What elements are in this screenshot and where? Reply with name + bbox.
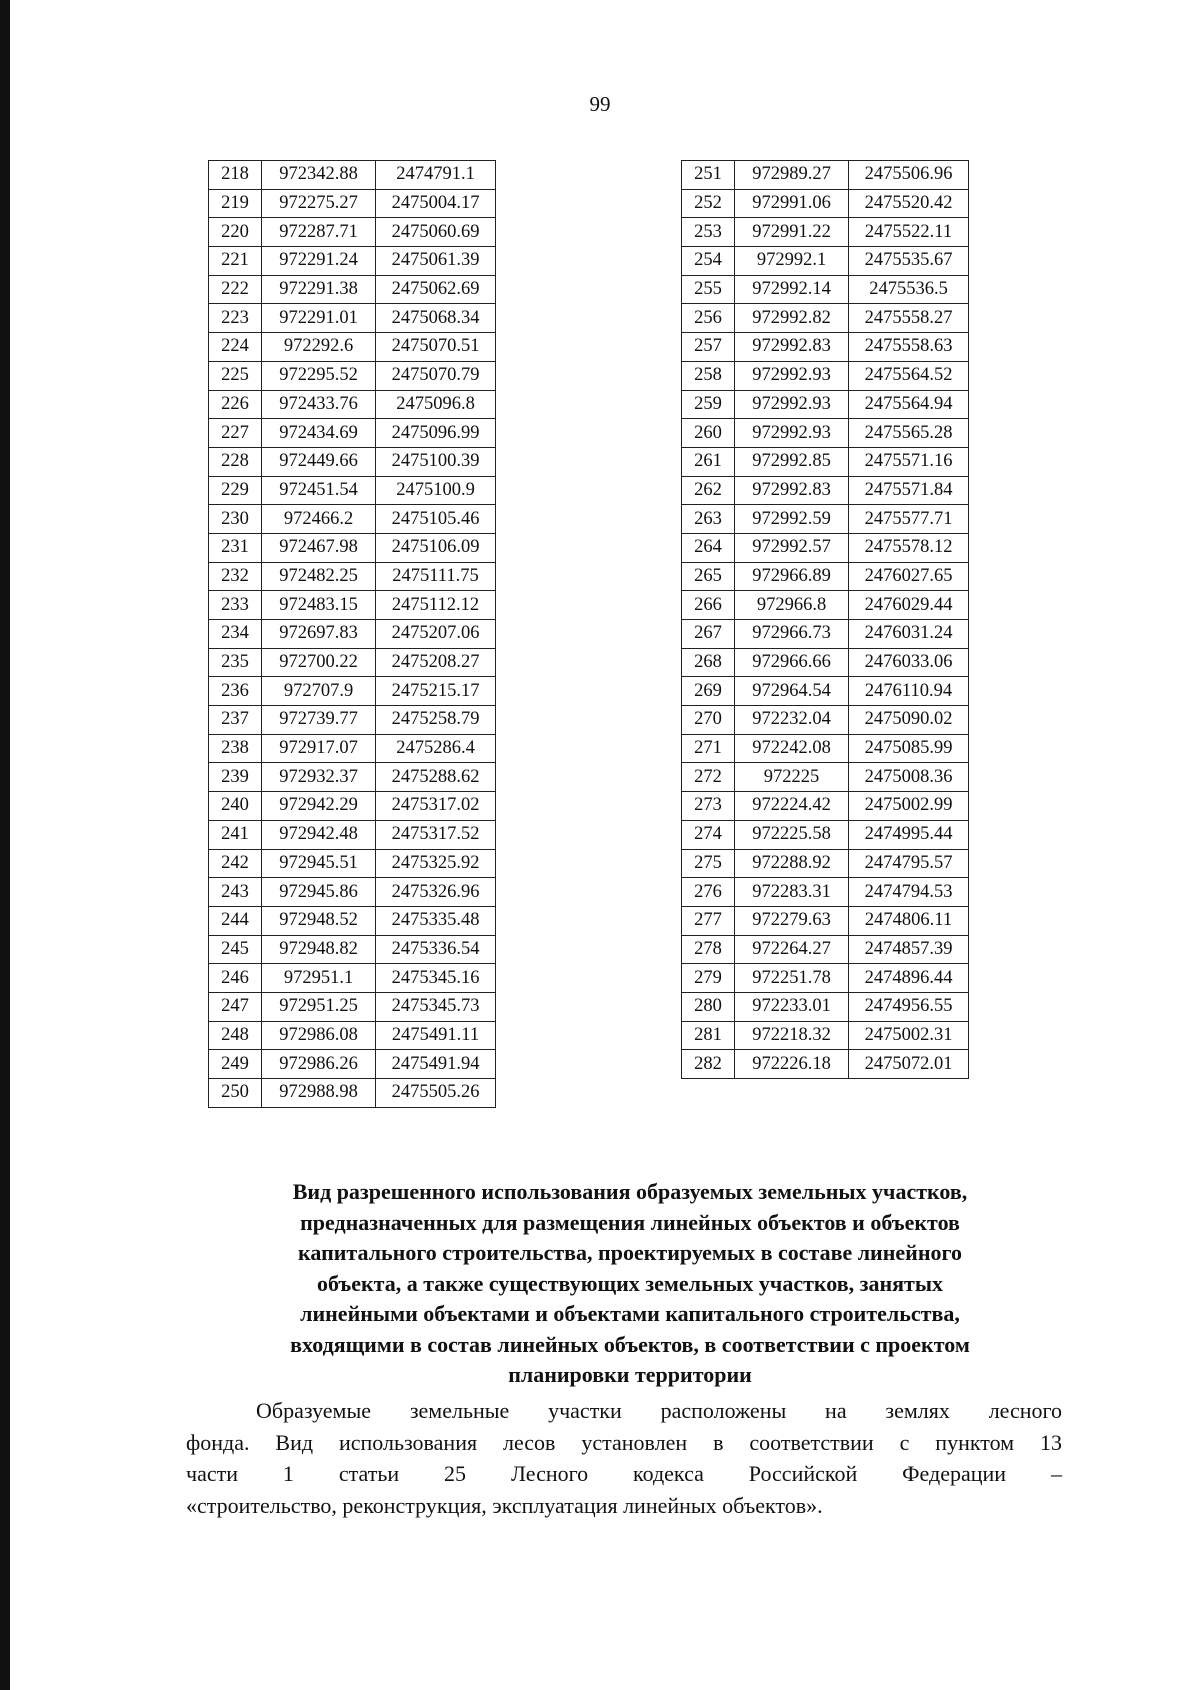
coordinates-table-right	[681, 160, 969, 1079]
table-row	[682, 878, 969, 907]
table-row	[682, 275, 969, 304]
y-coordinate-cell: 2475564.52	[849, 361, 969, 390]
x-coordinate-cell: 972966.89	[735, 562, 849, 591]
x-coordinate-cell: 972992.93	[735, 361, 849, 390]
x-coordinate-cell: 972992.83	[735, 333, 849, 362]
table-row	[209, 189, 496, 218]
table-row	[209, 562, 496, 591]
point-number-cell: 232	[209, 562, 262, 591]
y-coordinate-cell: 2474956.55	[849, 992, 969, 1021]
y-coordinate-cell: 2475111.75	[376, 562, 496, 591]
point-number-cell: 263	[682, 505, 735, 534]
x-coordinate-cell: 972291.01	[262, 304, 376, 333]
table-row	[209, 1021, 496, 1050]
table-row	[209, 935, 496, 964]
x-coordinate-cell: 972279.63	[735, 906, 849, 935]
y-coordinate-cell: 2475578.12	[849, 533, 969, 562]
point-number-cell: 229	[209, 476, 262, 505]
paragraph-line: «строительство, реконструкция, эксплуатация линейных объектов».	[186, 1492, 823, 1518]
y-coordinate-cell: 2475336.54	[376, 935, 496, 964]
point-number-cell: 250	[209, 1079, 262, 1108]
point-number-cell: 265	[682, 562, 735, 591]
point-number-cell: 231	[209, 533, 262, 562]
y-coordinate-cell: 2475535.67	[849, 247, 969, 276]
point-number-cell: 220	[209, 218, 262, 247]
x-coordinate-cell: 972251.78	[735, 964, 849, 993]
point-number-cell: 228	[209, 447, 262, 476]
x-coordinate-cell: 972989.27	[735, 161, 849, 190]
point-number-cell: 242	[209, 849, 262, 878]
y-coordinate-cell: 2476027.65	[849, 562, 969, 591]
y-coordinate-cell: 2475258.79	[376, 706, 496, 735]
point-number-cell: 257	[682, 333, 735, 362]
table-row	[209, 620, 496, 649]
x-coordinate-cell: 972225	[735, 763, 849, 792]
table-row	[209, 964, 496, 993]
table-row	[209, 275, 496, 304]
point-number-cell: 267	[682, 620, 735, 649]
point-number-cell: 227	[209, 419, 262, 448]
x-coordinate-cell: 972966.8	[735, 591, 849, 620]
point-number-cell: 243	[209, 878, 262, 907]
x-coordinate-cell: 972917.07	[262, 734, 376, 763]
table-row	[682, 505, 969, 534]
y-coordinate-cell: 2474791.1	[376, 161, 496, 190]
paragraph-line: части 1 статьи 25 Лесного кодекса Российской Федерации –	[186, 1461, 1062, 1486]
x-coordinate-cell: 972697.83	[262, 620, 376, 649]
x-coordinate-cell: 972988.98	[262, 1079, 376, 1108]
table-row	[209, 419, 496, 448]
x-coordinate-cell: 972966.73	[735, 620, 849, 649]
point-number-cell: 258	[682, 361, 735, 390]
table-row	[682, 247, 969, 276]
y-coordinate-cell: 2476029.44	[849, 591, 969, 620]
table-row	[682, 677, 969, 706]
x-coordinate-cell: 972966.66	[735, 648, 849, 677]
y-coordinate-cell: 2474795.57	[849, 849, 969, 878]
y-coordinate-cell: 2475060.69	[376, 218, 496, 247]
x-coordinate-cell: 972449.66	[262, 447, 376, 476]
y-coordinate-cell: 2475002.99	[849, 792, 969, 821]
table-row	[682, 333, 969, 362]
point-number-cell: 233	[209, 591, 262, 620]
body-paragraph	[186, 1395, 1062, 1521]
y-coordinate-cell: 2476110.94	[849, 677, 969, 706]
x-coordinate-cell: 972451.54	[262, 476, 376, 505]
table-row	[682, 1050, 969, 1079]
table-row	[209, 505, 496, 534]
x-coordinate-cell: 972342.88	[262, 161, 376, 190]
y-coordinate-cell: 2475325.92	[376, 849, 496, 878]
point-number-cell: 235	[209, 648, 262, 677]
table-row	[209, 390, 496, 419]
point-number-cell: 255	[682, 275, 735, 304]
x-coordinate-cell: 972945.86	[262, 878, 376, 907]
y-coordinate-cell: 2475004.17	[376, 189, 496, 218]
point-number-cell: 282	[682, 1050, 735, 1079]
point-number-cell: 241	[209, 820, 262, 849]
table-row	[209, 1050, 496, 1079]
y-coordinate-cell: 2475577.71	[849, 505, 969, 534]
table-row	[682, 1021, 969, 1050]
table-row	[682, 620, 969, 649]
table-row	[682, 849, 969, 878]
point-number-cell: 253	[682, 218, 735, 247]
point-number-cell: 238	[209, 734, 262, 763]
x-coordinate-cell: 972932.37	[262, 763, 376, 792]
table-row	[209, 1079, 496, 1108]
y-coordinate-cell: 2475085.99	[849, 734, 969, 763]
y-coordinate-cell: 2475345.73	[376, 992, 496, 1021]
x-coordinate-cell: 972992.1	[735, 247, 849, 276]
point-number-cell: 281	[682, 1021, 735, 1050]
point-number-cell: 218	[209, 161, 262, 190]
x-coordinate-cell: 972291.24	[262, 247, 376, 276]
y-coordinate-cell: 2475068.34	[376, 304, 496, 333]
y-coordinate-cell: 2476033.06	[849, 648, 969, 677]
point-number-cell: 278	[682, 935, 735, 964]
point-number-cell: 219	[209, 189, 262, 218]
point-number-cell: 274	[682, 820, 735, 849]
x-coordinate-cell: 972233.01	[735, 992, 849, 1021]
table-row	[209, 333, 496, 362]
x-coordinate-cell: 972986.08	[262, 1021, 376, 1050]
paragraph-line: Образуемые земельные участки расположены на землях лесного	[256, 1398, 1062, 1423]
x-coordinate-cell: 972942.29	[262, 792, 376, 821]
x-coordinate-cell: 972225.58	[735, 820, 849, 849]
table-row	[682, 161, 969, 190]
heading-line: планировки территории	[508, 1362, 752, 1387]
x-coordinate-cell: 972264.27	[735, 935, 849, 964]
table-row	[682, 533, 969, 562]
table-row	[209, 763, 496, 792]
y-coordinate-cell: 2474806.11	[849, 906, 969, 935]
y-coordinate-cell: 2475558.63	[849, 333, 969, 362]
table-row	[209, 792, 496, 821]
x-coordinate-cell: 972992.93	[735, 419, 849, 448]
heading-line: капитального строительства, проектируемых в составе линейного	[298, 1240, 962, 1265]
table-row	[209, 591, 496, 620]
y-coordinate-cell: 2475520.42	[849, 189, 969, 218]
y-coordinate-cell: 2475505.26	[376, 1079, 496, 1108]
table-row	[682, 218, 969, 247]
table-row	[682, 820, 969, 849]
y-coordinate-cell: 2475072.01	[849, 1050, 969, 1079]
x-coordinate-cell: 972964.54	[735, 677, 849, 706]
x-coordinate-cell: 972700.22	[262, 648, 376, 677]
point-number-cell: 225	[209, 361, 262, 390]
point-number-cell: 221	[209, 247, 262, 276]
table-row	[209, 161, 496, 190]
table-row	[209, 906, 496, 935]
y-coordinate-cell: 2475100.9	[376, 476, 496, 505]
point-number-cell: 222	[209, 275, 262, 304]
y-coordinate-cell: 2475565.28	[849, 419, 969, 448]
table-row	[682, 792, 969, 821]
x-coordinate-cell: 972482.25	[262, 562, 376, 591]
table-row	[682, 648, 969, 677]
table-row	[682, 992, 969, 1021]
y-coordinate-cell: 2475345.16	[376, 964, 496, 993]
heading-line: предназначенных для размещения линейных объектов и объектов	[300, 1209, 960, 1235]
x-coordinate-cell: 972288.92	[735, 849, 849, 878]
x-coordinate-cell: 972434.69	[262, 419, 376, 448]
point-number-cell: 266	[682, 591, 735, 620]
table-row	[682, 734, 969, 763]
point-number-cell: 269	[682, 677, 735, 706]
x-coordinate-cell: 972291.38	[262, 275, 376, 304]
x-coordinate-cell: 972948.52	[262, 906, 376, 935]
table-row	[209, 706, 496, 735]
table-row	[682, 189, 969, 218]
table-row	[209, 734, 496, 763]
y-coordinate-cell: 2475008.36	[849, 763, 969, 792]
table-row	[682, 390, 969, 419]
point-number-cell: 260	[682, 419, 735, 448]
x-coordinate-cell: 972283.31	[735, 878, 849, 907]
y-coordinate-cell: 2475096.8	[376, 390, 496, 419]
x-coordinate-cell: 972292.6	[262, 333, 376, 362]
y-coordinate-cell: 2475070.79	[376, 361, 496, 390]
point-number-cell: 246	[209, 964, 262, 993]
y-coordinate-cell: 2475326.96	[376, 878, 496, 907]
point-number-cell: 226	[209, 390, 262, 419]
heading-line: входящими в состав линейных объектов, в соответствии с проектом	[290, 1331, 970, 1357]
x-coordinate-cell: 972986.26	[262, 1050, 376, 1079]
table-row	[682, 906, 969, 935]
y-coordinate-cell: 2475090.02	[849, 706, 969, 735]
x-coordinate-cell: 972226.18	[735, 1050, 849, 1079]
x-coordinate-cell: 972992.83	[735, 476, 849, 505]
heading-line: Вид разрешенного использования образуемых земельных участков,	[292, 1179, 968, 1204]
section-heading	[190, 1177, 1070, 1391]
x-coordinate-cell: 972942.48	[262, 820, 376, 849]
x-coordinate-cell: 972218.32	[735, 1021, 849, 1050]
x-coordinate-cell: 972991.06	[735, 189, 849, 218]
table-row	[682, 935, 969, 964]
x-coordinate-cell: 972467.98	[262, 533, 376, 562]
table-row	[209, 476, 496, 505]
table-row	[209, 447, 496, 476]
y-coordinate-cell: 2474995.44	[849, 820, 969, 849]
x-coordinate-cell: 972945.51	[262, 849, 376, 878]
x-coordinate-cell: 972992.57	[735, 533, 849, 562]
x-coordinate-cell: 972992.85	[735, 447, 849, 476]
point-number-cell: 275	[682, 849, 735, 878]
x-coordinate-cell: 972275.27	[262, 189, 376, 218]
x-coordinate-cell: 972992.59	[735, 505, 849, 534]
table-row	[682, 447, 969, 476]
y-coordinate-cell: 2475207.06	[376, 620, 496, 649]
x-coordinate-cell: 972242.08	[735, 734, 849, 763]
point-number-cell: 245	[209, 935, 262, 964]
y-coordinate-cell: 2475491.94	[376, 1050, 496, 1079]
x-coordinate-cell: 972466.2	[262, 505, 376, 534]
point-number-cell: 240	[209, 792, 262, 821]
point-number-cell: 244	[209, 906, 262, 935]
point-number-cell: 272	[682, 763, 735, 792]
table-row	[682, 361, 969, 390]
y-coordinate-cell: 2475208.27	[376, 648, 496, 677]
y-coordinate-cell: 2475522.11	[849, 218, 969, 247]
point-number-cell: 248	[209, 1021, 262, 1050]
x-coordinate-cell: 972232.04	[735, 706, 849, 735]
point-number-cell: 264	[682, 533, 735, 562]
table-row	[209, 820, 496, 849]
point-number-cell: 276	[682, 878, 735, 907]
point-number-cell: 252	[682, 189, 735, 218]
point-number-cell: 239	[209, 763, 262, 792]
table-row	[209, 849, 496, 878]
y-coordinate-cell: 2475062.69	[376, 275, 496, 304]
y-coordinate-cell: 2475096.99	[376, 419, 496, 448]
table-row	[682, 419, 969, 448]
point-number-cell: 259	[682, 390, 735, 419]
y-coordinate-cell: 2475317.02	[376, 792, 496, 821]
point-number-cell: 262	[682, 476, 735, 505]
page-number: 99	[589, 92, 611, 116]
y-coordinate-cell: 2475558.27	[849, 304, 969, 333]
heading-line: объекта, а также существующих земельных участков, занятых	[316, 1270, 944, 1296]
table-row	[682, 763, 969, 792]
point-number-cell: 277	[682, 906, 735, 935]
point-number-cell: 268	[682, 648, 735, 677]
point-number-cell: 280	[682, 992, 735, 1021]
y-coordinate-cell: 2475335.48	[376, 906, 496, 935]
x-coordinate-cell: 972951.1	[262, 964, 376, 993]
point-number-cell: 256	[682, 304, 735, 333]
table-row	[682, 706, 969, 735]
y-coordinate-cell: 2474896.44	[849, 964, 969, 993]
scan-edge	[0, 0, 10, 1690]
x-coordinate-cell: 972287.71	[262, 218, 376, 247]
y-coordinate-cell: 2475061.39	[376, 247, 496, 276]
table-row	[682, 562, 969, 591]
y-coordinate-cell: 2475491.11	[376, 1021, 496, 1050]
x-coordinate-cell: 972951.25	[262, 992, 376, 1021]
point-number-cell: 273	[682, 792, 735, 821]
x-coordinate-cell: 972483.15	[262, 591, 376, 620]
table-row	[682, 476, 969, 505]
coordinates-table-left	[208, 160, 496, 1108]
table-row	[682, 964, 969, 993]
point-number-cell: 223	[209, 304, 262, 333]
y-coordinate-cell: 2474794.53	[849, 878, 969, 907]
x-coordinate-cell: 972992.82	[735, 304, 849, 333]
y-coordinate-cell: 2475070.51	[376, 333, 496, 362]
y-coordinate-cell: 2475536.5	[849, 275, 969, 304]
y-coordinate-cell: 2475106.09	[376, 533, 496, 562]
x-coordinate-cell: 972295.52	[262, 361, 376, 390]
y-coordinate-cell: 2474857.39	[849, 935, 969, 964]
table-row	[209, 992, 496, 1021]
table-row	[209, 648, 496, 677]
point-number-cell: 261	[682, 447, 735, 476]
y-coordinate-cell: 2475571.84	[849, 476, 969, 505]
x-coordinate-cell: 972992.14	[735, 275, 849, 304]
table-row	[682, 304, 969, 333]
table-row	[209, 361, 496, 390]
table-row	[682, 591, 969, 620]
table-row	[209, 247, 496, 276]
y-coordinate-cell: 2475286.4	[376, 734, 496, 763]
x-coordinate-cell: 972433.76	[262, 390, 376, 419]
y-coordinate-cell: 2475571.16	[849, 447, 969, 476]
table-row	[209, 677, 496, 706]
x-coordinate-cell: 972707.9	[262, 677, 376, 706]
point-number-cell: 251	[682, 161, 735, 190]
point-number-cell: 270	[682, 706, 735, 735]
y-coordinate-cell: 2475317.52	[376, 820, 496, 849]
y-coordinate-cell: 2475288.62	[376, 763, 496, 792]
y-coordinate-cell: 2475002.31	[849, 1021, 969, 1050]
table-row	[209, 218, 496, 247]
point-number-cell: 237	[209, 706, 262, 735]
table-row	[209, 304, 496, 333]
point-number-cell: 236	[209, 677, 262, 706]
table-row	[209, 533, 496, 562]
x-coordinate-cell: 972992.93	[735, 390, 849, 419]
y-coordinate-cell: 2475100.39	[376, 447, 496, 476]
y-coordinate-cell: 2475215.17	[376, 677, 496, 706]
point-number-cell: 230	[209, 505, 262, 534]
paragraph-line: фонда. Вид использования лесов установлен в соответствии с пунктом 13	[186, 1429, 1062, 1455]
point-number-cell: 234	[209, 620, 262, 649]
x-coordinate-cell: 972948.82	[262, 935, 376, 964]
x-coordinate-cell: 972224.42	[735, 792, 849, 821]
point-number-cell: 271	[682, 734, 735, 763]
x-coordinate-cell: 972739.77	[262, 706, 376, 735]
point-number-cell: 249	[209, 1050, 262, 1079]
y-coordinate-cell: 2476031.24	[849, 620, 969, 649]
table-row	[209, 878, 496, 907]
y-coordinate-cell: 2475112.12	[376, 591, 496, 620]
x-coordinate-cell: 972991.22	[735, 218, 849, 247]
point-number-cell: 279	[682, 964, 735, 993]
y-coordinate-cell: 2475564.94	[849, 390, 969, 419]
point-number-cell: 254	[682, 247, 735, 276]
point-number-cell: 247	[209, 992, 262, 1021]
point-number-cell: 224	[209, 333, 262, 362]
y-coordinate-cell: 2475105.46	[376, 505, 496, 534]
heading-line: линейными объектами и объектами капитального строительства,	[300, 1301, 960, 1326]
y-coordinate-cell: 2475506.96	[849, 161, 969, 190]
